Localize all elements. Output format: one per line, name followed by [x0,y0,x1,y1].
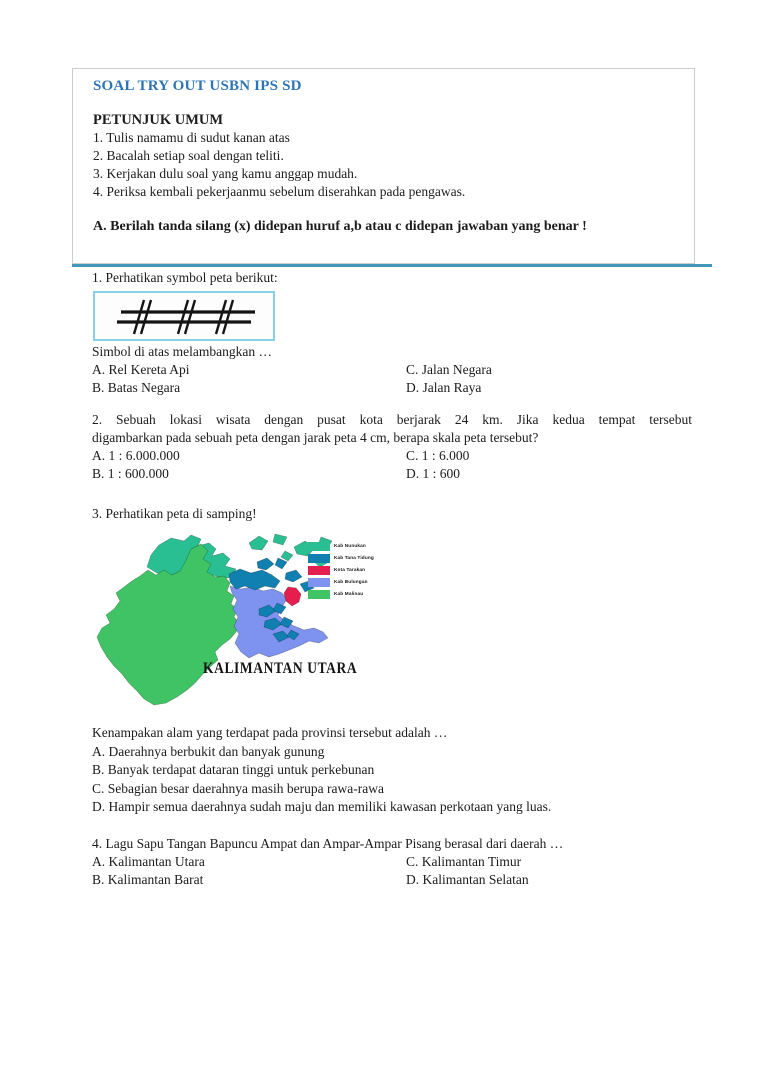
island-nunukan [281,551,293,561]
option-q4-a: A. Kalimantan Utara [92,853,205,869]
question-3-options [92,743,692,817]
island-tana-tidung [285,570,302,582]
option-q3-b: B. Banyak terdapat dataran tinggi untuk perkebunan [92,762,375,777]
question-4-prompt: 4. Lagu Sapu Tangan Bapuncu Ampat dan Ampar-Ampar Pisang berasal dari daerah … [92,835,564,851]
option-q4-c: C. Kalimantan Timur [406,853,522,869]
map-legend [308,540,385,600]
option-q2-c: C. 1 : 6.000 [406,448,470,463]
exam-content [0,267,768,889]
instructions-title: PETUNJUK UMUM [93,112,224,128]
legend-swatch-malinau [308,590,330,599]
region-tarakan [284,587,301,606]
island-nunukan [249,536,268,550]
page-title: SOAL TRY OUT USBN IPS SD [93,78,302,94]
option-q1-b: B. Batas Negara [92,380,181,395]
instruction-line: 1. Tulis namamu di sudut kanan atas [93,130,290,145]
legend-label: Kab Malinau [334,591,364,597]
question-2-options [92,447,692,483]
question-3-prompt: 3. Perhatikan peta di samping! [92,506,257,521]
question-4 [92,835,692,889]
legend-swatch-nunukan [308,542,330,551]
instruction-line: 2. Bacalah setiap soal dengan teliti. [93,148,284,163]
island-tana-tidung [257,558,274,570]
instruction-line: 4. Periksa kembali pekerjaanmu sebelum diserahkan pada pengawas. [93,184,466,199]
option-q4-d: D. Kalimantan Selatan [406,871,529,887]
question-3 [92,505,692,817]
option-q3-c: C. Sebagian besar daerahnya masih berupa rawa-rawa [92,780,384,796]
option-q3-d: D. Hampir semua daerahnya sudah maju dan memiliki kawasan perkotaan yang luas. [92,799,552,814]
island-nunukan [273,534,287,545]
option-q1-c: C. Jalan Negara [406,362,492,377]
question-4-options [92,853,692,889]
legend-label: Kab Tana Tidung [334,555,374,561]
header-box [72,68,695,264]
question-3-stem: Kenampakan alam yang terdapat pada provinsi tersebut adalah … [92,725,448,740]
question-2-prompt-line1: 2. Sebuah lokasi wisata dengan pusat kota berjarak 24 km. Jika kedua tempat tersebut [92,412,692,427]
legend-label: Kota Tarakan [334,567,366,573]
question-1-options [92,361,692,397]
railway-track-icon [95,293,273,339]
option-q3-a: A. Daerahnya berbukit dan banyak gunung [92,743,325,759]
map-caption: KALIMANTAN UTARA [203,659,358,677]
option-q2-a: A. 1 : 6.000.000 [92,448,180,463]
option-q4-b: B. Kalimantan Barat [92,871,204,887]
kalimantan-utara-map [89,531,409,712]
legend-row [308,564,385,576]
railway-symbol-image [93,291,275,341]
option-q2-d: D. 1 : 600 [406,466,460,481]
question-2-prompt-line2: digambarkan pada sebuah peta dengan jarak peta 4 cm, berapa skala peta tersebut? [92,430,539,445]
region-tana-tidung [229,569,280,590]
legend-row [308,576,385,588]
legend-row [308,588,385,600]
option-q1-a: A. Rel Kereta Api [92,362,190,377]
instruction-line: 3. Kerjakan dulu soal yang kamu anggap mudah. [93,166,358,181]
legend-swatch-bulungan [308,578,330,587]
option-q1-d: D. Jalan Raya [406,380,482,395]
legend-swatch-tarakan [308,566,330,575]
legend-row [308,552,385,564]
question-1-stem: Simbol di atas melambangkan … [92,344,272,359]
legend-row [308,540,385,552]
option-q2-b: B. 1 : 600.000 [92,466,169,481]
legend-label: Kab Nunukan [334,543,366,549]
legend-swatch-tana-tidung [308,554,330,563]
question-2 [92,411,692,483]
legend-label: Kab Bulungan [334,579,368,585]
question-1-prompt: 1. Perhatikan symbol peta berikut: [92,270,278,285]
section-a-instruction: A. Berilah tanda silang (x) didepan huruf a,b atau c didepan jawaban yang benar ! [93,219,587,234]
